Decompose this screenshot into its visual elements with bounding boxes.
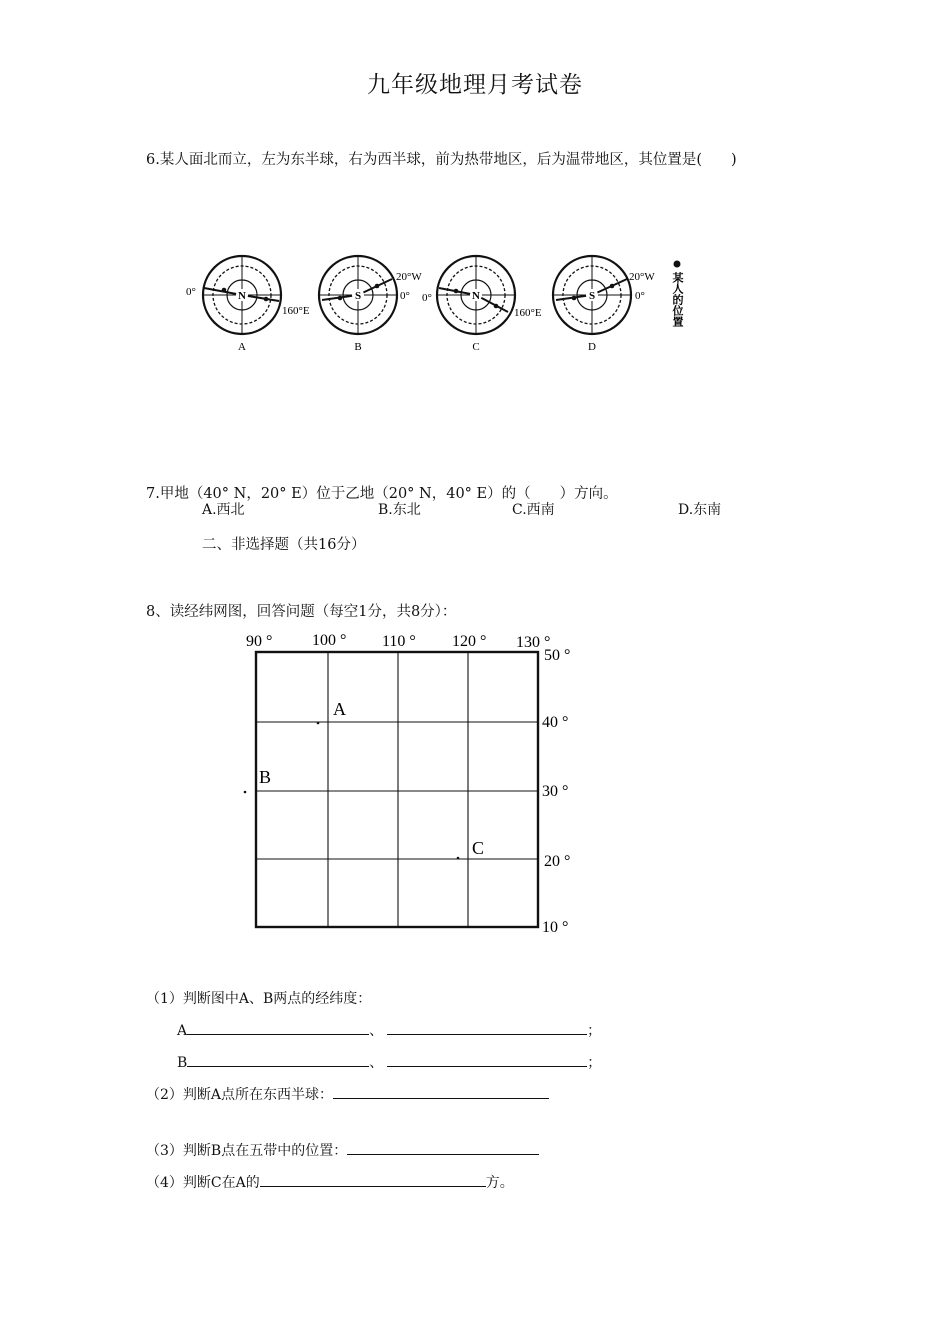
point-b-marker	[244, 791, 247, 794]
latitude-label-50: 50 °	[544, 647, 571, 664]
point-c-marker	[457, 857, 460, 860]
sub-4-end: 方。	[485, 1175, 514, 1191]
section-2-heading: 二、非选择题（共16分）	[202, 537, 366, 553]
hemisphere-figure	[180, 248, 700, 358]
q7-option-d: D.东南	[678, 502, 722, 518]
line-b-sep: 、	[369, 1055, 384, 1071]
q8-line-a	[177, 1020, 601, 1040]
longitude-label-120: 120 °	[452, 633, 487, 650]
q8-sub-3	[146, 1140, 539, 1160]
globe-option-b	[319, 256, 422, 353]
q8-sub-2	[146, 1084, 549, 1104]
question-6-text: 6.某人面北而立，左为东半球，右为西半球，前为热带地区，后为温带地区，其位置是( )	[146, 152, 737, 168]
option-b-pole: S	[354, 290, 362, 302]
lat-lon-grid	[240, 626, 600, 946]
q7-option-a: A.西北	[202, 502, 245, 518]
sub-3-label: （3）判断B点在五带中的位置：	[146, 1143, 348, 1159]
option-a-label-right: 160°E	[282, 305, 310, 317]
page-title: 九年级地理月考试卷	[367, 72, 583, 98]
globe-option-a	[186, 256, 310, 353]
longitude-label-110: 110 °	[382, 633, 416, 650]
globe-option-d	[553, 256, 655, 353]
line-b-label: B	[177, 1055, 188, 1071]
sub-2-label: （2）判断A点所在东西半球：	[146, 1087, 334, 1103]
point-c-label: C	[472, 838, 485, 858]
sub-4-label: （4）判断C在A的	[146, 1175, 260, 1191]
option-c-pole: N	[472, 290, 480, 302]
line-b-end: ；	[587, 1055, 602, 1071]
option-a-label-left: 0°	[186, 286, 196, 298]
question-8-text: 8、读经纬网图，回答问题（每空1分，共8分）：	[146, 604, 457, 620]
option-b-letter: B	[354, 341, 362, 353]
answer-a-longitude[interactable]	[187, 1020, 369, 1035]
longitude-label-130: 130 °	[516, 634, 551, 651]
legend-label: 某人的位置	[671, 272, 683, 327]
q7-option-c: C.西南	[512, 502, 555, 518]
longitude-label-100: 100 °	[312, 632, 347, 649]
option-a-pole: N	[238, 290, 246, 302]
line-a-end: ；	[587, 1023, 602, 1039]
legend-dot-icon	[674, 261, 681, 268]
q8-sub-1: （1）判断图中A、B两点的经纬度：	[146, 991, 372, 1007]
point-a-label: A	[333, 699, 346, 719]
option-a-letter: A	[238, 341, 246, 353]
answer-b-zone[interactable]	[347, 1140, 539, 1155]
latitude-label-40: 40 °	[542, 714, 569, 731]
point-a-marker	[317, 722, 320, 725]
latitude-label-10: 10 °	[542, 919, 569, 936]
answer-a-hemisphere[interactable]	[333, 1084, 549, 1099]
option-c-label-right: 160°E	[514, 307, 542, 319]
globe-option-c	[422, 256, 542, 353]
line-a-sep: 、	[369, 1023, 384, 1039]
answer-b-longitude[interactable]	[187, 1052, 369, 1067]
answer-a-latitude[interactable]	[387, 1020, 587, 1035]
q7-option-b: B.东北	[378, 502, 421, 518]
option-d-letter: D	[588, 341, 596, 353]
line-a-label: A	[177, 1023, 188, 1039]
option-c-label-left: 0°	[422, 292, 432, 304]
option-b-label-top: 20°W	[396, 271, 422, 283]
question-7-text: 7.甲地（40° N，20° E）位于乙地（20° N，40° E）的（ ）方向。	[146, 486, 618, 502]
latitude-label-20: 20 °	[544, 853, 571, 870]
q8-sub-4	[146, 1172, 514, 1192]
longitude-label-90: 90 °	[246, 633, 273, 650]
q8-line-b	[177, 1052, 601, 1072]
answer-c-direction[interactable]	[260, 1172, 486, 1187]
option-d-label-right: 0°	[635, 290, 645, 302]
option-b-label-right: 0°	[400, 290, 410, 302]
point-b-label: B	[259, 767, 272, 787]
option-c-letter: C	[472, 341, 480, 353]
answer-b-latitude[interactable]	[387, 1052, 587, 1067]
latitude-label-30: 30 °	[542, 783, 569, 800]
option-d-pole: S	[588, 290, 596, 302]
option-d-label-top: 20°W	[629, 271, 655, 283]
